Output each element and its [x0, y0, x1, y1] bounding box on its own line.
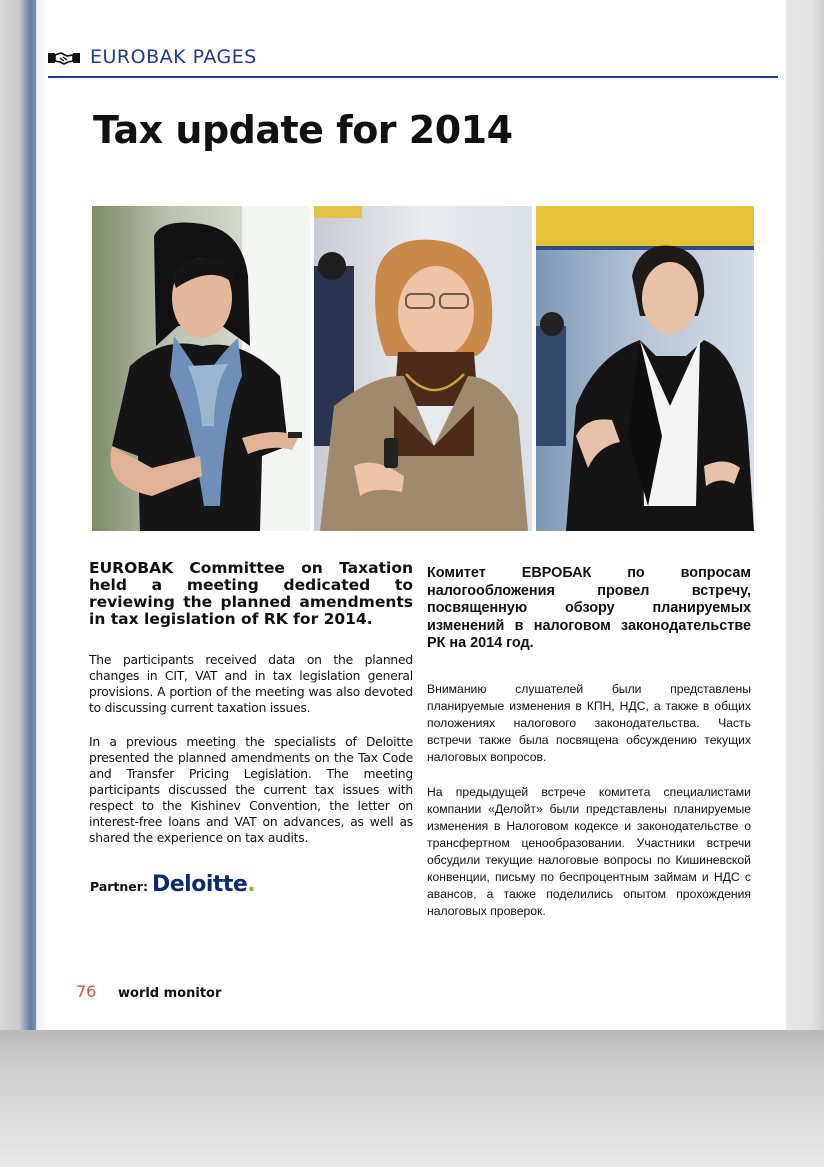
section-title: EUROBAK PAGES	[90, 46, 257, 68]
handshake-icon	[48, 50, 80, 66]
section-header	[48, 44, 788, 78]
deloitte-logo	[152, 872, 255, 897]
partner-label: Partner:	[90, 879, 148, 894]
scan-binding-shadow	[0, 0, 48, 1030]
article-title: Tax update for 2014	[93, 108, 513, 152]
russian-paragraph-2: На предыдущей встрече комитета специалистами компании «Делойт» были представлены планируемые изменения в Налоговом кодексе и законодательстве о трансфертном ценообразовании. Участники встречи обсудили текущие налоговые вопросы по Кишиневской конвенции, письму по беспроцентным займам и НДС с авансов, а также поделились опытом прохождения налоговых проверок.	[427, 784, 751, 918]
scan-right-shadow	[784, 0, 824, 1030]
russian-paragraph-1: Вниманию слушателей были представлены планируемые изменения в КПН, НДС, а также в общих положениях налогового законодательства. Часть встречи также была посвящена обсуждению текущих налоговых вопросов.	[427, 681, 751, 764]
partner-name-dot: .	[247, 872, 256, 897]
russian-headline: Комитет ЕВРОБАК по вопросам налогообложения провел встречу, посвященную обзору планируемых изменений в налоговом законодательстве РК на 2014 год.	[427, 565, 751, 651]
partner-name: Deloitte	[152, 872, 248, 897]
speaker-photo-3	[536, 206, 754, 531]
speaker-photo-1	[92, 206, 310, 531]
english-headline: EUROBAK Committee on Taxation held a meeting dedicated to reviewing the planned amendments in tax legislation of RK for 2014.	[89, 559, 413, 628]
article-column-english	[89, 560, 413, 864]
speaker-photo-2	[314, 206, 532, 531]
scan-bottom-shadow	[0, 1030, 824, 1167]
english-paragraph-2: In a previous meeting the specialists of Deloitte presented the planned amendments on the Tax Code and Transfer Pricing Legislation. The meeting participants discussed the current tax issues with respect to the Kishinev Convention, the letter on interest-free loans and VAT on advances, as well as shared the experience on tax audits.	[89, 735, 413, 845]
magazine-name: world monitor	[118, 986, 222, 1001]
header-rule	[48, 76, 778, 78]
english-paragraph-1: The participants received data on the planned changes in CIT, VAT and in tax legislation general provisions. A portion of the meeting was also devoted to discussing current taxation issues.	[89, 653, 413, 715]
article-column-russian	[427, 565, 751, 938]
page-number: 76	[76, 982, 97, 1001]
